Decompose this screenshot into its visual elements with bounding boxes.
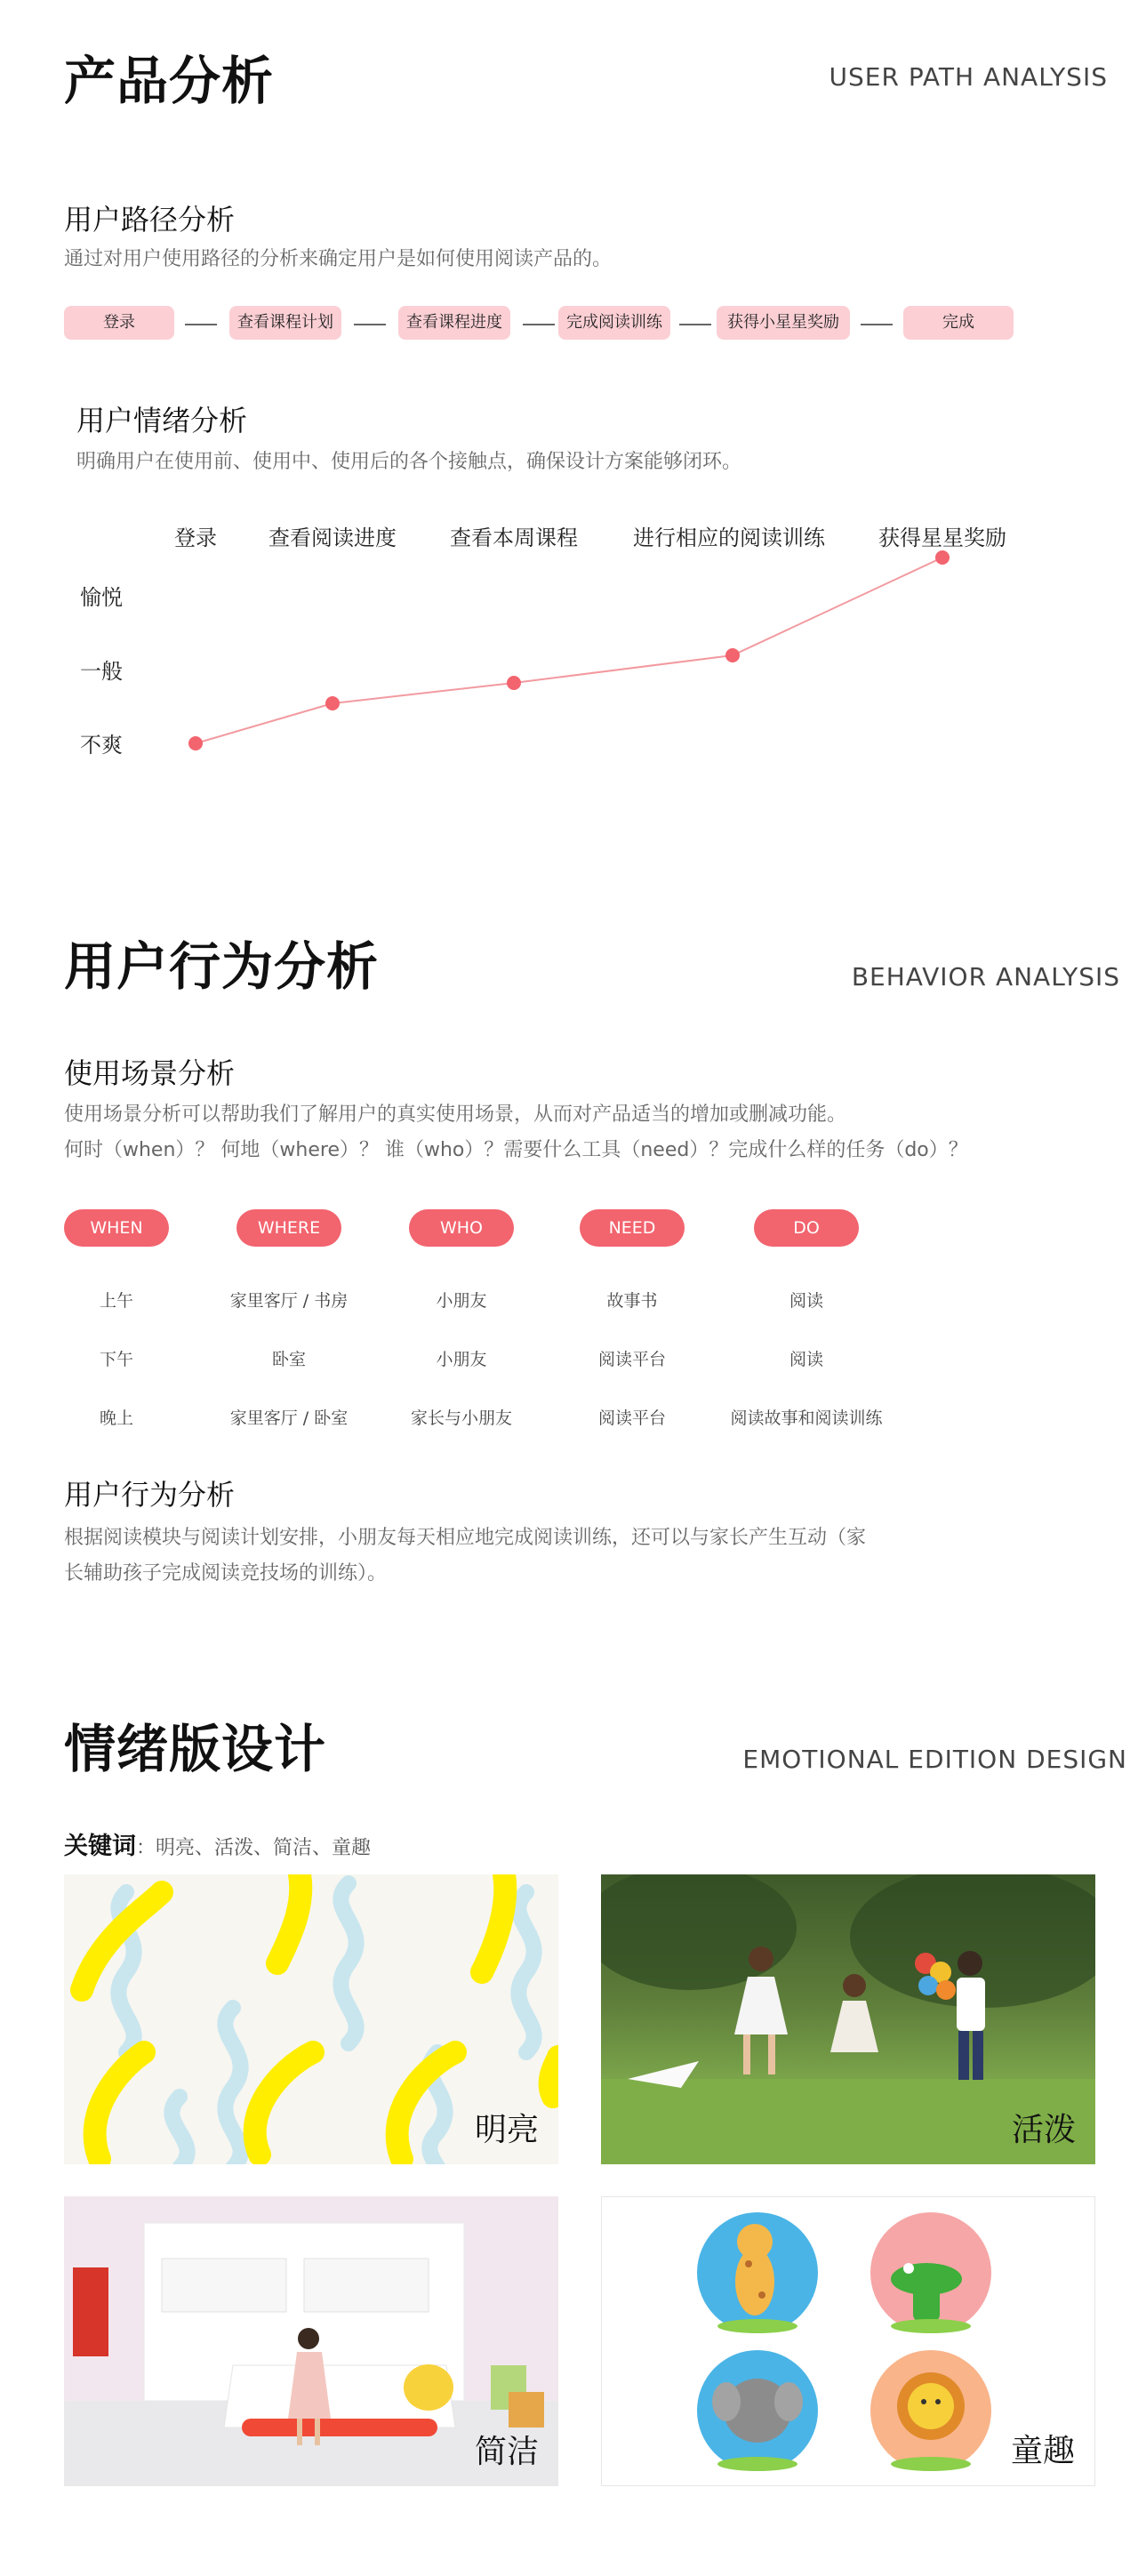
path-connector: [354, 324, 386, 325]
scene-desc-1: 使用场景分析可以帮助我们了解用户的真实使用场景，从而对产品适当的增加或删减功能。: [64, 1103, 847, 1126]
mood-image-simple: [64, 2196, 558, 2486]
path-connector: [861, 324, 893, 325]
caption-lively: 活泼: [1011, 2112, 1076, 2148]
path-step-done: 完成: [903, 306, 1014, 340]
path-step-course-progress: 查看课程进度: [398, 306, 510, 340]
table-cell: 家里客厅 / 卧室: [229, 1408, 349, 1428]
table-cell: 小朋友: [436, 1350, 487, 1369]
mood-image-lively: [601, 1874, 1095, 2164]
table-header-who: WHO: [409, 1209, 514, 1247]
behavior-section-title: 用户行为分析: [64, 936, 380, 997]
emotion-point-1: [325, 696, 340, 710]
scene-desc-2: 何时（when）？ 何地（where）？ 谁（who）？需要什么工具（need）？完成什么样的任务（do）？: [64, 1139, 968, 1161]
table-cell: 阅读故事和阅读训练: [730, 1408, 883, 1428]
action-heading: 用户行为分析: [64, 1478, 236, 1512]
table-cell: 卧室: [271, 1350, 307, 1369]
chart-y-label-neutral: 一般: [80, 659, 123, 684]
caption-simple: 简洁: [474, 2434, 539, 2470]
table-cell: 阅读: [789, 1291, 824, 1311]
chart-x-label: 登录: [174, 526, 217, 550]
scene-heading: 使用场景分析: [64, 1056, 236, 1090]
emotion-point-2: [507, 676, 521, 690]
table-cell: 故事书: [606, 1291, 658, 1311]
table-header-when: WHEN: [64, 1209, 169, 1247]
emotion-point-3: [725, 648, 740, 662]
chart-x-label: 进行相应的阅读训练: [633, 526, 825, 550]
user-path-heading: 用户路径分析: [64, 203, 236, 237]
table-header-do: DO: [754, 1209, 859, 1247]
action-desc-1: 根据阅读模块与阅读计划安排，小朋友每天相应地完成阅读训练，还可以与家长产生互动（家: [64, 1527, 867, 1549]
emotion-line: [196, 558, 942, 743]
path-connector: [679, 324, 711, 325]
mood-section-title: 情绪版设计: [64, 1719, 327, 1779]
product-section-title: 产品分析: [64, 51, 275, 111]
chart-y-label-unhappy: 不爽: [80, 733, 123, 758]
table-cell: 家里客厅 / 书房: [229, 1291, 349, 1311]
path-step-course-plan: 查看课程计划: [229, 306, 341, 340]
emotion-point-4: [935, 550, 950, 565]
table-cell: 上午: [99, 1291, 134, 1311]
chart-y-label-happy: 愉悦: [80, 585, 123, 610]
path-connector: [185, 324, 217, 325]
mood-keywords: [64, 1826, 371, 1861]
caption-childlike: 童趣: [1010, 2433, 1075, 2469]
table-cell: 小朋友: [436, 1291, 487, 1311]
behavior-section-title-en: BEHAVIOR ANALYSIS: [851, 962, 1120, 991]
keyword-list: ：明亮、活泼、简洁、童趣: [136, 1837, 372, 1859]
table-header-where: WHERE: [236, 1209, 341, 1247]
caption-bright: 明亮: [474, 2112, 539, 2148]
chart-x-label: 查看本周课程: [450, 526, 578, 550]
chart-x-label: 查看阅读进度: [268, 526, 397, 550]
user-emotion-desc: 明确用户在使用前、使用中、使用后的各个接触点，确保设计方案能够闭环。: [76, 451, 742, 473]
mood-image-childlike: [601, 2196, 1095, 2486]
table-cell: 阅读: [789, 1350, 824, 1369]
table-cell: 晚上: [99, 1408, 134, 1428]
table-cell: 家长与小朋友: [410, 1408, 513, 1428]
mood-section-title-en: EMOTIONAL EDITION DESIGN: [742, 1745, 1127, 1774]
chart-x-label: 获得星星奖励: [878, 526, 1006, 550]
user-path-desc: 通过对用户使用路径的分析来确定用户是如何使用阅读产品的。: [64, 248, 613, 270]
path-step-star-reward: 获得小星星奖励: [717, 306, 850, 340]
keyword-label: 关键词: [64, 1833, 136, 1860]
product-section-title-en: USER PATH ANALYSIS: [829, 62, 1108, 92]
path-step-reading-training: 完成阅读训练: [558, 306, 670, 340]
path-connector: [523, 324, 555, 325]
emotion-point-0: [188, 736, 203, 750]
path-step-login: 登录: [64, 306, 174, 340]
table-header-need: NEED: [580, 1209, 685, 1247]
table-cell: 阅读平台: [597, 1350, 667, 1369]
user-emotion-heading: 用户情绪分析: [76, 404, 248, 437]
table-cell: 阅读平台: [597, 1408, 667, 1428]
table-cell: 下午: [99, 1350, 134, 1369]
action-desc-2: 长辅助孩子完成阅读竞技场的训练）。: [64, 1562, 388, 1585]
mood-image-bright: [64, 1874, 558, 2164]
